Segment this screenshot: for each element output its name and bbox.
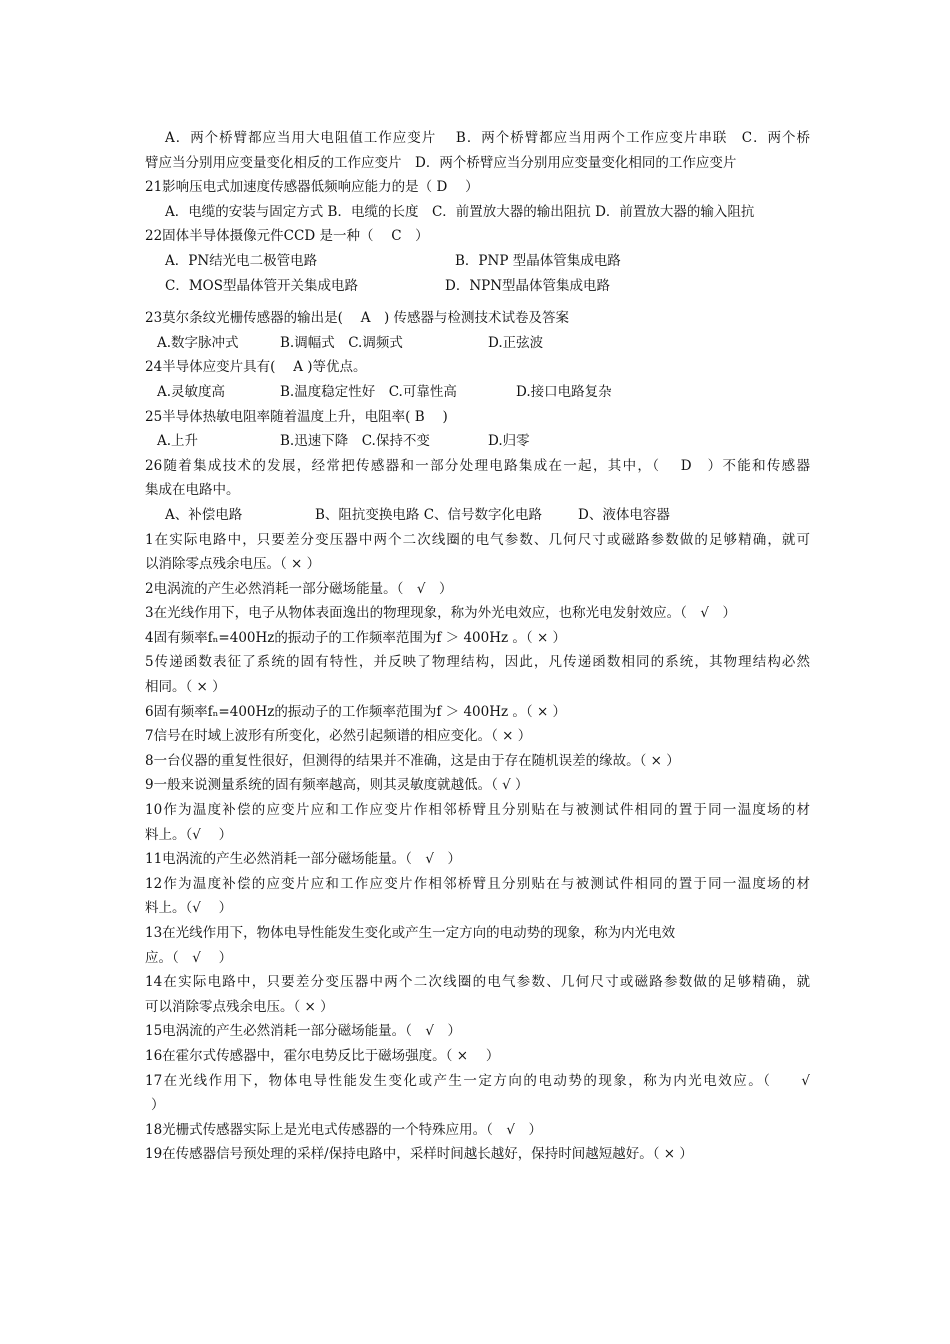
tf-item-3: 3在光线作用下，电子从物体表面逸出的物理现象，称为外光电效应，也称光电发射效应。（ √ ） bbox=[145, 605, 736, 622]
q21-options: A．电缆的安装与固定方式 B．电缆的长度 C．前置放大器的输出阻抗 D．前置放大器的输入阻抗 bbox=[165, 203, 755, 220]
q26-option-a: A、补偿电路 bbox=[165, 506, 243, 523]
tf-item-2: 2电涡流的产生必然消耗一部分磁场能量。（ √ ） bbox=[145, 580, 453, 597]
tf-item-6: 6固有频率fₙ=400Hz的振动子的工作频率范围为f ＞ 400Hz 。（ × ） bbox=[145, 703, 567, 720]
q24-option-bc: B.温度稳定性好 C.可靠性高 bbox=[280, 383, 457, 400]
q25-option-a: A.上升 bbox=[157, 433, 199, 450]
q23-options bbox=[145, 331, 810, 356]
q22-options-row2 bbox=[145, 274, 810, 299]
tf-item-17-line2: ） bbox=[151, 1097, 165, 1114]
q22-stem: 22固体半导体摄像元件CCD 是一种（ C ） bbox=[145, 228, 429, 245]
tf-item-18: 18光栅式传感器实际上是光电式传感器的一个特殊应用。（ √ ） bbox=[145, 1121, 543, 1138]
q25-option-bc: B.迅速下降 C.保持不变 bbox=[280, 433, 430, 450]
q26-option-d: D、液体电容器 bbox=[578, 506, 670, 523]
tf-item-5-line2: 相同。（ × ） bbox=[145, 679, 226, 696]
q20-options-line2: 臂应当分别用应变量变化相反的工作应变片 D．两个桥臂应当分别用应变量变化相同的工作应变片 bbox=[145, 154, 737, 171]
q22-option-b: B．PNP 型晶体管集成电路 bbox=[455, 252, 621, 269]
q23-option-a: A.数字脉冲式 bbox=[157, 334, 239, 351]
tf-item-10-line2: 料上。（√ ） bbox=[145, 826, 233, 843]
q23-option-d: D.正弦波 bbox=[488, 334, 544, 351]
tf-item-10-line1: 10作为温度补偿的应变片应和工作应变片作相邻桥臂且分别贴在与被测试件相同的置于同一温度场的材 bbox=[145, 802, 810, 819]
q26-stem-line1: 26随着集成技术的发展，经常把传感器和一部分处理电路集成在一起，其中，（ D ）不能和传感器 bbox=[145, 457, 810, 474]
tf-item-14-line1: 14在实际电路中，只要差分变压器中两个二次线圈的电气参数、几何尺寸或磁路参数做的足够精确，就 bbox=[145, 974, 810, 991]
tf-item-13-line1: 13在光线作用下，物体电导性能发生变化或产生一定方向的电动势的现象，称为内光电效 bbox=[145, 925, 676, 941]
q26-options bbox=[145, 503, 810, 528]
q25-option-d: D.归零 bbox=[488, 433, 530, 450]
tf-item-8: 8一台仪器的重复性很好，但测得的结果并不准确，这是由于存在随机误差的缘故。（ × ） bbox=[145, 752, 680, 769]
tf-item-16: 16在霍尔式传感器中，霍尔电势反比于磁场强度。（ × ） bbox=[145, 1047, 500, 1064]
q26-stem-line2: 集成在电路中。 bbox=[145, 482, 240, 499]
q24-options bbox=[145, 380, 810, 405]
q24-stem: 24半导体应变片具有( A )等优点。 bbox=[145, 359, 367, 376]
tf-item-12-line1: 12作为温度补偿的应变片应和工作应变片作相邻桥臂且分别贴在与被测试件相同的置于同一温度场的材 bbox=[145, 875, 810, 892]
q22-option-c: C．MOS型晶体管开关集成电路 bbox=[165, 277, 358, 294]
q25-stem: 25半导体热敏电阻率随着温度上升，电阻率( B ) bbox=[145, 408, 448, 425]
tf-item-12-line2: 料上。（√ ） bbox=[145, 900, 233, 917]
q26-option-bc: B、阻抗变换电路 C、信号数字化电路 bbox=[315, 506, 543, 523]
tf-item-9: 9一般来说测量系统的固有频率越高，则其灵敏度就越低。（ √ ） bbox=[145, 777, 529, 794]
tf-item-4: 4固有频率fₙ=400Hz的振动子的工作频率范围为f ＞ 400Hz 。（ × ） bbox=[145, 629, 567, 646]
q23-stem: 23莫尔条纹光栅传感器的输出是( A ) 传感器与检测技术试卷及答案 bbox=[145, 310, 570, 327]
tf-item-17-line1: 17在光线作用下，物体电导性能发生变化或产生一定方向的电动势的现象，称为内光电效应。（ √ bbox=[145, 1072, 810, 1089]
q23-option-bc: B.调幅式 C.调频式 bbox=[280, 334, 403, 351]
tf-item-14-line2: 可以消除零点残余电压。（ × ） bbox=[145, 998, 334, 1015]
tf-item-1-line2: 以消除零点残余电压。（ × ） bbox=[145, 556, 321, 573]
q25-options bbox=[145, 429, 810, 454]
q20-options-line1: A．两个桥臂都应当用大电阻值工作应变片 B．两个桥臂都应当用两个工作应变片串联 C．两个桥 bbox=[165, 130, 810, 146]
tf-item-11: 11电涡流的产生必然消耗一部分磁场能量。（ √ ） bbox=[145, 851, 462, 868]
tf-item-19: 19在传感器信号预处理的采样/保持电路中，采样时间越长越好，保持时间越短越好。（ × ） bbox=[145, 1146, 693, 1163]
q21-stem: 21影响压电式加速度传感器低频响应能力的是（ D ） bbox=[145, 179, 479, 196]
tf-item-7: 7信号在时域上波形有所变化，必然引起频谱的相应变化。（ × ） bbox=[145, 728, 532, 745]
q22-option-a: A．PN结光电二极管电路 bbox=[165, 252, 318, 269]
q22-options-row1 bbox=[145, 249, 810, 274]
q24-option-a: A.灵敏度高 bbox=[157, 383, 226, 400]
tf-item-5-line1: 5传递函数表征了系统的固有特性，并反映了物理结构，因此，凡传递函数相同的系统，其物理结构必然 bbox=[145, 654, 810, 671]
question-list bbox=[145, 126, 810, 1167]
q24-option-d: D.接口电路复杂 bbox=[516, 383, 612, 400]
tf-item-13-line2: 应。（ √ ） bbox=[145, 949, 233, 966]
tf-item-1-line1: 1在实际电路中，只要差分变压器中两个二次线圈的电气参数、几何尺寸或磁路参数做的足够精确，就可 bbox=[145, 531, 810, 548]
q22-option-d: D．NPN型晶体管集成电路 bbox=[445, 277, 611, 294]
tf-item-15: 15电涡流的产生必然消耗一部分磁场能量。（ √ ） bbox=[145, 1023, 462, 1040]
